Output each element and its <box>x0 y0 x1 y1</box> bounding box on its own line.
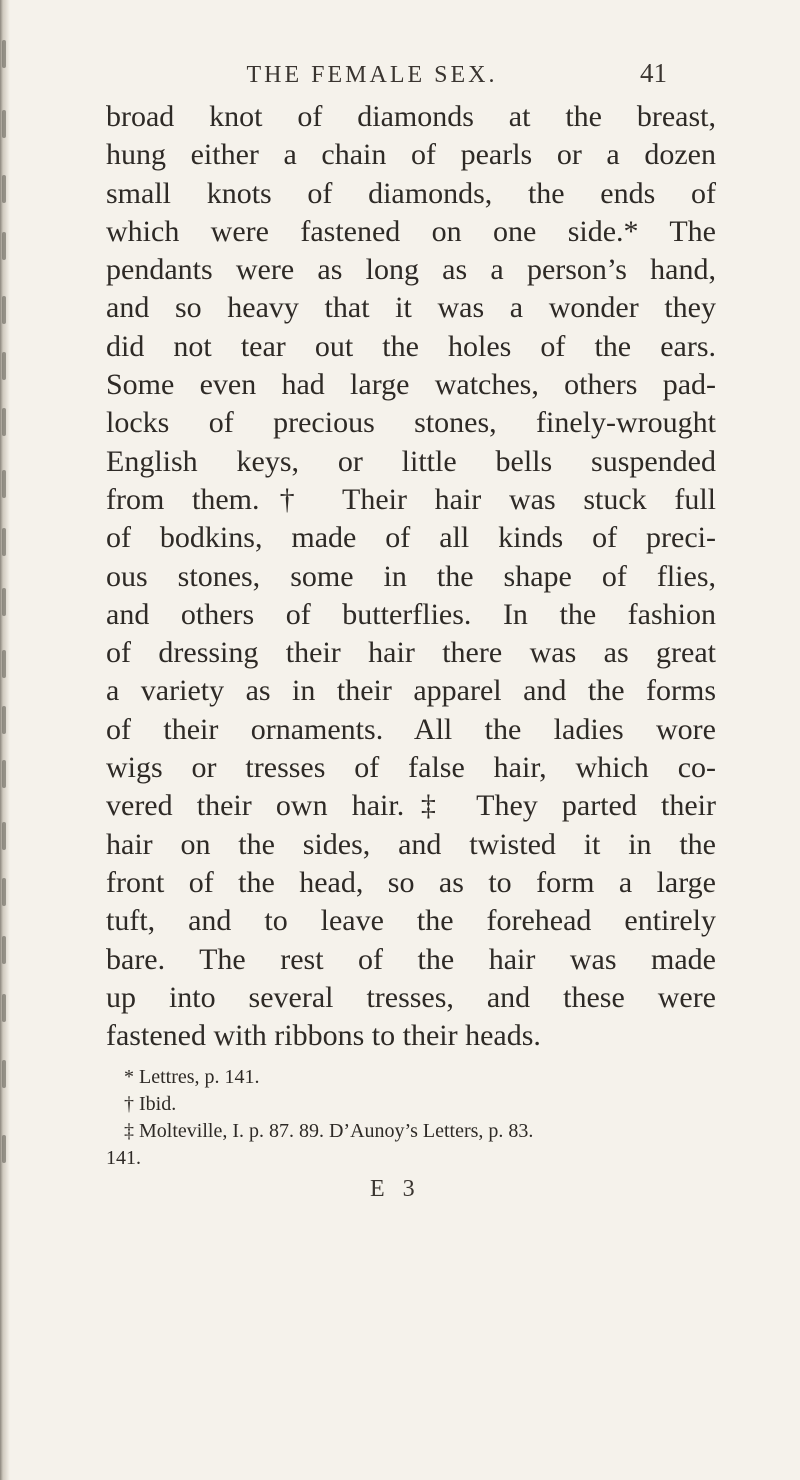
text-line: Some even had large watches, others pad- <box>106 368 716 402</box>
footnote-3: ‡ Molteville, I. p. 87. 89. D’Aunoy’s Letters, p. 83. <box>124 1120 534 1142</box>
text-line: of their ornaments. All the ladies wore <box>106 712 716 746</box>
page-number: 41 <box>640 58 667 88</box>
signature-mark: E 3 <box>370 1176 421 1202</box>
text-line: vered their own hair.‡ They parted their <box>106 789 716 823</box>
text-line: from them.† Their hair was stuck full <box>106 482 716 516</box>
text-line: which were fastened on one side.* The <box>106 214 716 248</box>
running-title: THE FEMALE SEX. <box>246 62 498 88</box>
footnote-3-continuation: 141. <box>106 1147 141 1169</box>
binding-stitch-marks <box>2 0 8 1480</box>
text-line: hung either a chain of pearls or a dozen <box>106 138 716 172</box>
text-line: small knots of diamonds, the ends of <box>106 176 716 210</box>
text-line-last: fastened with ribbons to their heads. <box>106 1019 541 1053</box>
text-line: pendants were as long as a person’s hand, <box>106 253 716 287</box>
text-line: did not tear out the holes of the ears. <box>106 329 716 363</box>
text-line: bare. The rest of the hair was made <box>106 942 716 976</box>
text-line: front of the head, so as to form a large <box>106 865 716 899</box>
text-line: a variety as in their apparel and the forms <box>106 674 716 708</box>
text-line: wigs or tresses of false hair, which co- <box>106 751 716 785</box>
text-line: and others of butterflies. In the fashion <box>106 597 716 631</box>
footnotes <box>106 1064 716 1172</box>
text-line: of bodkins, made of all kinds of preci- <box>106 521 716 555</box>
text-line: up into several tresses, and these were <box>106 980 716 1014</box>
running-head <box>0 58 800 94</box>
footnote-1: * Lettres, p. 141. <box>124 1066 260 1088</box>
text-line: of dressing their hair there was as great <box>106 636 716 670</box>
body-text <box>106 98 716 1055</box>
footnote-2: † Ibid. <box>124 1093 177 1115</box>
text-line: locks of precious stones, finely-wrought <box>106 406 716 440</box>
text-line: hair on the sides, and twisted it in the <box>106 827 716 861</box>
text-line: English keys, or little bells suspended <box>106 444 716 478</box>
text-line: tuft, and to leave the forehead entirely <box>106 904 716 938</box>
text-line: broad knot of diamonds at the breast, <box>106 100 716 133</box>
text-line: ous stones, some in the shape of flies, <box>106 559 716 593</box>
text-line: and so heavy that it was a wonder they <box>106 291 716 325</box>
